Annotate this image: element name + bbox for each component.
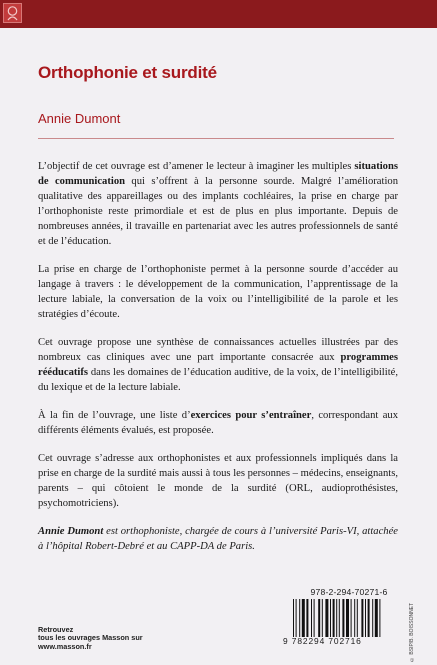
paragraph-2: La prise en charge de l’orthophoniste permet à la personne sourde d’accéder au langage à travers : le développement de la communication, l’apprentissage de la lecture labiale, la conversation de la voix ou l’intelligibilité de la parole et les stratégies d’écoute.	[38, 264, 398, 320]
back-cover-text	[38, 159, 398, 567]
footer-link[interactable]: www.masson.fr	[38, 641, 92, 651]
photo-credit: © BSIP/B. BOISSONNET	[409, 602, 415, 662]
author-bio: Annie Dumont est orthophoniste, chargée de cours à l’université Paris-VI, attachée à l’hôpital Robert-Debré et au CAPP-DA de Paris.	[38, 526, 398, 552]
publisher-footer	[38, 626, 148, 651]
book-title: Orthophonie et surdité	[38, 63, 217, 82]
divider	[38, 138, 394, 139]
footer-line: tous les ouvrages Masson sur	[38, 633, 143, 643]
book-author: Annie Dumont	[38, 111, 121, 126]
paragraph-3: Cet ouvrage propose une synthèse de connaissances actuelles illustrées par des nombreux cas cliniques avec une part importante consacrée aux programmes rééducatifs dans les domaines de l’éducation auditive, de la voix, de l’intelligibilité, du lexique et de la lecture labiale.	[38, 337, 398, 393]
description-paragraphs	[38, 159, 398, 511]
isbn-label: 978-2-294-70271-6	[310, 587, 388, 597]
barcode-block	[283, 587, 405, 653]
paragraph-5: Cet ouvrage s’adresse aux orthophonistes et aux professionnels impliqués dans la prise en charge de la surdité mais aussi à tous les personnes – médecins, enseignants, parents – qui côtoient le monde de la surdité (ORL, audioprothésistes, psychomotriciens).	[38, 453, 398, 509]
barcode-icon	[293, 599, 405, 637]
paragraph-1: L’objectif de cet ouvrage est d’amener le lecteur à imaginer les multiples situations de communication qui s’offrent à la personne sourde. Malgré l’amélioration qualitative des appareillages ou des implants cochléaires, la prise en charge par l’orthophoniste reste primordiale et est de plus en plus importante. Depuis de nombreuses années, il travaille en partenariat avec les autres professionnels de santé et de l’éducation.	[38, 161, 398, 247]
ean-digits: 9 782294 702716	[283, 636, 362, 646]
top-bar	[0, 0, 437, 28]
paragraph-4: À la fin de l’ouvrage, une liste d’exercices pour s’entraîner, correspondant aux différents éléments évalués, est proposée.	[38, 410, 399, 436]
masson-logo-icon	[3, 3, 22, 23]
footer-line: Retrouvez	[38, 625, 74, 634]
